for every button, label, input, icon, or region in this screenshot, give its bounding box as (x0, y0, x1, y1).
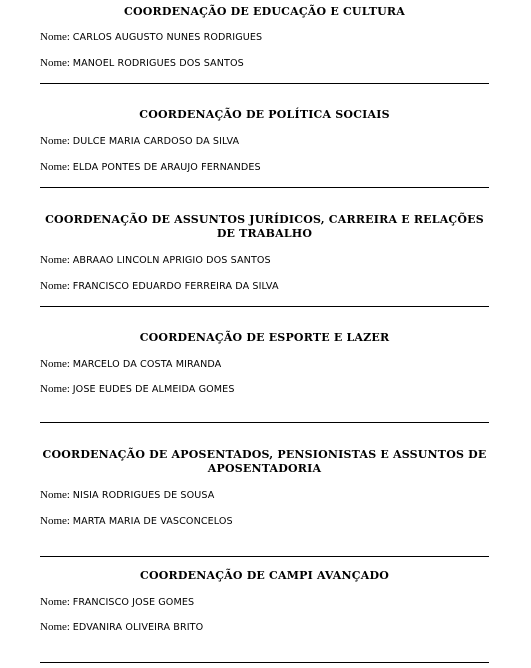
name-label: Nome: (40, 358, 70, 370)
member-entry (40, 31, 262, 44)
name-label: Nome: (40, 31, 70, 43)
section-divider (40, 556, 489, 557)
member-entry (40, 358, 221, 371)
member-entry (40, 280, 279, 293)
member-entry (40, 161, 261, 174)
member-name: ABRAAO LINCOLN APRIGIO DOS SANTOS (72, 255, 271, 266)
section-divider (40, 422, 489, 423)
name-label: Nome: (40, 383, 70, 395)
section-divider (40, 306, 489, 307)
name-label: Nome: (40, 57, 70, 69)
member-name: NISIA RODRIGUES DE SOUSA (72, 490, 215, 501)
member-entry (40, 57, 244, 70)
member-entry (40, 621, 203, 634)
member-name: DULCE MARIA CARDOSO DA SILVA (72, 136, 240, 147)
member-name: MANOEL RODRIGUES DOS SANTOS (72, 58, 244, 69)
member-name: MARTA MARIA DE VASCONCELOS (72, 516, 233, 527)
section-divider (40, 187, 489, 188)
member-name: ELDA PONTES DE ARAUJO FERNANDES (72, 162, 261, 173)
member-name: EDVANIRA OLIVEIRA BRITO (72, 622, 204, 633)
member-name: JOSE EUDES DE ALMEIDA GOMES (72, 384, 235, 395)
section-divider (40, 662, 489, 663)
member-entry (40, 135, 239, 148)
member-entry (40, 596, 194, 609)
name-label: Nome: (40, 596, 70, 608)
name-label: Nome: (40, 135, 70, 147)
member-name: FRANCISCO EDUARDO FERREIRA DA SILVA (72, 281, 279, 292)
section-divider (40, 83, 489, 84)
member-name: FRANCISCO JOSE GOMES (72, 597, 195, 608)
section-title: COORDENAÇÃO DE EDUCAÇÃO E CULTURA (124, 5, 405, 18)
member-name: CARLOS AUGUSTO NUNES RODRIGUES (72, 32, 263, 43)
name-label: Nome: (40, 515, 70, 527)
member-entry (40, 254, 271, 267)
member-name: MARCELO DA COSTA MIRANDA (72, 359, 222, 370)
section-title: COORDENAÇÃO DE CAMPI AVANÇADO (140, 569, 389, 582)
section-title: COORDENAÇÃO DE POLÍTICA SOCIAIS (139, 108, 390, 121)
section-title: COORDENAÇÃO DE APOSENTADOS, PENSIONISTAS E ASSUNTOS DE APOSENTADORIA (42, 448, 487, 475)
section-title: COORDENAÇÃO DE ASSUNTOS JURÍDICOS, CARREIRA E RELAÇÕES DE TRABALHO (45, 213, 484, 240)
section-title: COORDENAÇÃO DE ESPORTE E LAZER (139, 331, 390, 344)
name-label: Nome: (40, 621, 70, 633)
member-entry (40, 489, 214, 502)
member-entry (40, 383, 235, 396)
name-label: Nome: (40, 489, 70, 501)
name-label: Nome: (40, 161, 70, 173)
name-label: Nome: (40, 280, 70, 292)
name-label: Nome: (40, 254, 70, 266)
member-entry (40, 515, 233, 528)
